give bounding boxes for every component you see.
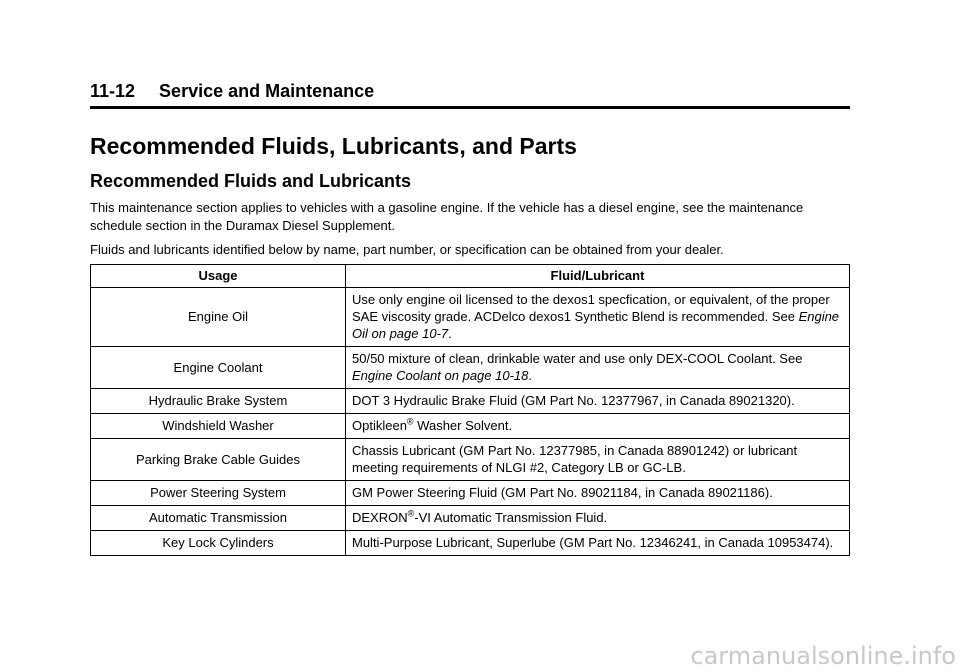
page-number: 11-12 <box>90 81 136 101</box>
fluid-text: Optikleen <box>352 418 407 433</box>
table-row <box>91 288 850 347</box>
table-row <box>91 414 850 439</box>
usage-cell: Windshield Washer <box>91 414 346 439</box>
fluid-text: Use only engine oil licensed to the dexos1 specfication, or equivalent, of the proper SAE viscosity grade. ACDelco dexos1 Synthetic Blend is recommended. See <box>352 292 830 324</box>
table-row <box>91 531 850 556</box>
fluid-text-tail: Washer Solvent. <box>413 418 513 433</box>
watermark: carmanualsonline.info <box>690 642 956 670</box>
usage-cell: Automatic Transmission <box>91 506 346 531</box>
table-row <box>91 506 850 531</box>
table-row <box>91 439 850 481</box>
page-reference-link[interactable]: Engine Coolant on page 10-18 <box>352 368 529 383</box>
fluid-text: 50/50 mixture of clean, drinkable water and use only DEX-COOL Coolant. See <box>352 351 803 366</box>
table-header-row <box>91 265 850 288</box>
intro-paragraph: This maintenance section applies to vehicles with a gasoline engine. If the vehicle has a diesel engine, see the maintenance schedule section in the Duramax Diesel Supplement. <box>90 200 804 233</box>
usage-column-header: Usage <box>91 265 346 288</box>
page-title: Recommended Fluids, Lubricants, and Parts <box>90 133 577 159</box>
usage-cell: Power Steering System <box>91 481 346 506</box>
dealer-paragraph: Fluids and lubricants identified below by name, part number, or specification can be obtained from your dealer. <box>90 242 724 257</box>
fluid-cell: DOT 3 Hydraulic Brake Fluid (GM Part No. 12377967, in Canada 89021320). <box>346 389 850 414</box>
section-subtitle: Recommended Fluids and Lubricants <box>90 171 412 191</box>
registered-mark: ® <box>407 508 415 519</box>
fluids-table <box>90 264 850 556</box>
usage-cell: Engine Coolant <box>91 347 346 389</box>
registered-mark: ® <box>406 416 414 427</box>
running-head <box>90 80 850 109</box>
fluid-column-header: Fluid/Lubricant <box>346 265 850 288</box>
fluid-text: DEXRON <box>352 510 408 525</box>
page-reference-link[interactable]: Engine Oil on page 10-7 <box>352 309 840 341</box>
manual-page <box>90 80 850 556</box>
usage-cell: Hydraulic Brake System <box>91 389 346 414</box>
fluid-text-tail: . <box>528 368 532 383</box>
fluid-text-tail: . <box>448 326 452 341</box>
table-row <box>91 347 850 389</box>
fluid-cell: GM Power Steering Fluid (GM Part No. 89021184, in Canada 89021186). <box>346 481 850 506</box>
fluid-cell: Multi-Purpose Lubricant, Superlube (GM Part No. 12346241, in Canada 10953474). <box>346 531 850 556</box>
table-row <box>91 481 850 506</box>
table-row <box>91 389 850 414</box>
section-title: Service and Maintenance <box>159 81 375 101</box>
usage-cell: Key Lock Cylinders <box>91 531 346 556</box>
fluid-cell <box>346 414 850 439</box>
fluid-cell <box>346 288 850 347</box>
usage-cell: Parking Brake Cable Guides <box>91 439 346 481</box>
fluid-cell: Chassis Lubricant (GM Part No. 12377985, in Canada 88901242) or lubricant meeting requirements of NLGI #2, Category LB or GC-LB. <box>346 439 850 481</box>
fluid-cell <box>346 506 850 531</box>
fluid-text-tail: -VI Automatic Transmission Fluid. <box>414 510 608 525</box>
fluid-cell <box>346 347 850 389</box>
usage-cell: Engine Oil <box>91 288 346 347</box>
